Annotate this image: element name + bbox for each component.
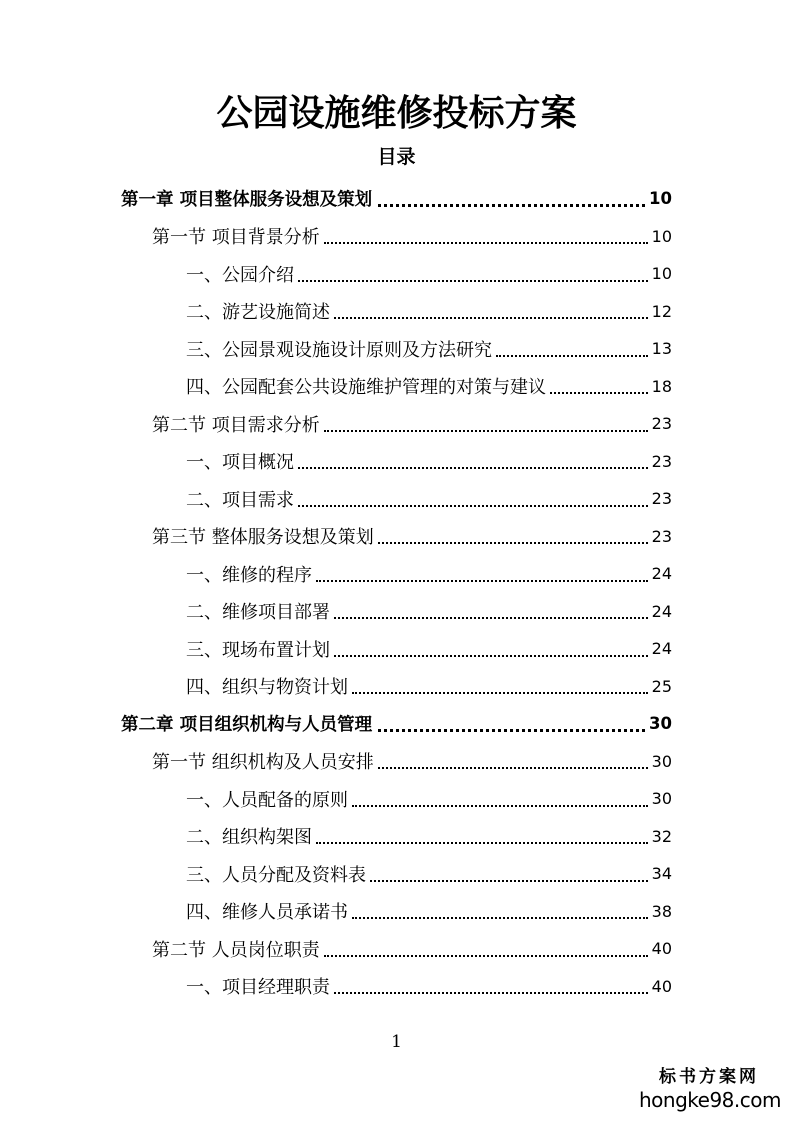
dot-leader: [550, 374, 648, 394]
dot-leader: [316, 562, 648, 582]
watermark-site-name: 标书方案网: [659, 1067, 759, 1087]
toc-entry-page-number: 24: [651, 639, 672, 659]
toc-entry[interactable]: [0, 780, 793, 818]
dot-leader: [378, 711, 645, 732]
dot-leader: [370, 862, 648, 882]
dot-leader: [316, 824, 648, 844]
toc-entry-page-number: 25: [651, 676, 672, 696]
toc-entry-title: 第二节 人员岗位职责: [152, 939, 320, 961]
toc-entry-page-number: 10: [651, 226, 672, 246]
toc-entry-page-number: 23: [651, 526, 672, 546]
toc-entry-title: 二、游艺设施简述: [186, 302, 330, 324]
dot-leader: [324, 412, 648, 432]
toc-entry-page-number: 18: [651, 376, 672, 396]
toc-entry[interactable]: [0, 330, 793, 368]
toc-entry-page-number: 38: [651, 901, 672, 921]
toc-entry[interactable]: [0, 630, 793, 668]
dot-leader: [378, 186, 645, 207]
toc-entry[interactable]: [0, 818, 793, 856]
toc-entry-title: 一、项目经理职责: [186, 977, 330, 999]
toc-entry[interactable]: [0, 705, 793, 743]
page-number: 1: [391, 1032, 402, 1052]
toc-entry-page-number: 30: [651, 751, 672, 771]
dot-leader: [352, 674, 648, 694]
toc-entry-page-number: 24: [651, 601, 672, 621]
toc-entry-title: 三、现场布置计划: [186, 639, 330, 661]
toc-entry[interactable]: [0, 555, 793, 593]
toc-entry[interactable]: [0, 443, 793, 481]
toc-entry-page-number: 40: [651, 976, 672, 996]
toc-entry-title: 二、组织构架图: [186, 827, 312, 849]
toc-entry[interactable]: [0, 968, 793, 1006]
toc-entry-title: 第二章 项目组织机构与人员管理: [121, 715, 373, 736]
toc-entry[interactable]: [0, 893, 793, 931]
dot-leader: [334, 974, 648, 994]
toc-entry-title: 一、维修的程序: [186, 564, 312, 586]
toc-entry-title: 三、公园景观设施设计原则及方法研究: [186, 339, 492, 361]
dot-leader: [298, 449, 648, 469]
toc-entry[interactable]: [0, 218, 793, 256]
toc-entry-page-number: 30: [649, 714, 672, 734]
toc-entry-title: 四、维修人员承诺书: [186, 902, 348, 924]
dot-leader: [378, 524, 648, 544]
toc-entry-page-number: 10: [651, 264, 672, 284]
toc-entry[interactable]: [0, 518, 793, 556]
toc-entry[interactable]: [0, 293, 793, 331]
toc-entry-page-number: 40: [651, 939, 672, 959]
dot-leader: [334, 299, 648, 319]
toc-entry-page-number: 23: [651, 414, 672, 434]
toc-entry-title: 一、公园介绍: [186, 264, 294, 286]
dot-leader: [298, 262, 648, 282]
toc-entry-page-number: 30: [651, 789, 672, 809]
watermark-site-url: hongke98.com: [639, 1088, 781, 1112]
toc-entry-page-number: 23: [651, 489, 672, 509]
toc-heading: 目录: [377, 146, 416, 168]
toc-entry[interactable]: [0, 593, 793, 631]
dot-leader: [324, 937, 648, 957]
toc-entry-page-number: 12: [651, 301, 672, 321]
toc-entry[interactable]: [0, 668, 793, 706]
toc-entry-page-number: 32: [651, 826, 672, 846]
toc-entry-title: 四、组织与物资计划: [186, 677, 348, 699]
dot-leader: [352, 899, 648, 919]
toc-entry-title: 第二节 项目需求分析: [152, 414, 320, 436]
toc-entry[interactable]: [0, 368, 793, 406]
toc-entry[interactable]: [0, 930, 793, 968]
table-of-contents: [0, 180, 793, 1005]
toc-entry-title: 四、公园配套公共设施维护管理的对策与建议: [186, 377, 546, 399]
document-title: 公园设施维修投标方案: [216, 93, 577, 134]
toc-entry[interactable]: [0, 743, 793, 781]
toc-entry[interactable]: [0, 255, 793, 293]
dot-leader: [352, 787, 648, 807]
dot-leader: [298, 487, 648, 507]
toc-entry-title: 二、项目需求: [186, 489, 294, 511]
toc-entry[interactable]: [0, 855, 793, 893]
dot-leader: [334, 637, 648, 657]
toc-entry[interactable]: [0, 180, 793, 218]
dot-leader: [334, 599, 648, 619]
toc-entry[interactable]: [0, 405, 793, 443]
toc-entry-title: 一、人员配备的原则: [186, 789, 348, 811]
toc-entry-page-number: 24: [651, 564, 672, 584]
toc-entry-page-number: 23: [651, 451, 672, 471]
toc-entry-title: 第一节 组织机构及人员安排: [152, 752, 374, 774]
dot-leader: [378, 749, 648, 769]
toc-entry-title: 第三节 整体服务设想及策划: [152, 527, 374, 549]
watermark: [639, 1066, 779, 1112]
toc-entry-page-number: 13: [651, 339, 672, 359]
toc-entry-page-number: 34: [651, 864, 672, 884]
toc-entry[interactable]: [0, 480, 793, 518]
toc-entry-title: 第一章 项目整体服务设想及策划: [121, 190, 373, 211]
toc-entry-title: 一、项目概况: [186, 452, 294, 474]
toc-entry-title: 三、人员分配及资料表: [186, 864, 366, 886]
toc-entry-title: 二、维修项目部署: [186, 602, 330, 624]
toc-entry-page-number: 10: [649, 189, 672, 209]
dot-leader: [496, 337, 648, 357]
toc-entry-title: 第一节 项目背景分析: [152, 227, 320, 249]
dot-leader: [324, 224, 648, 244]
